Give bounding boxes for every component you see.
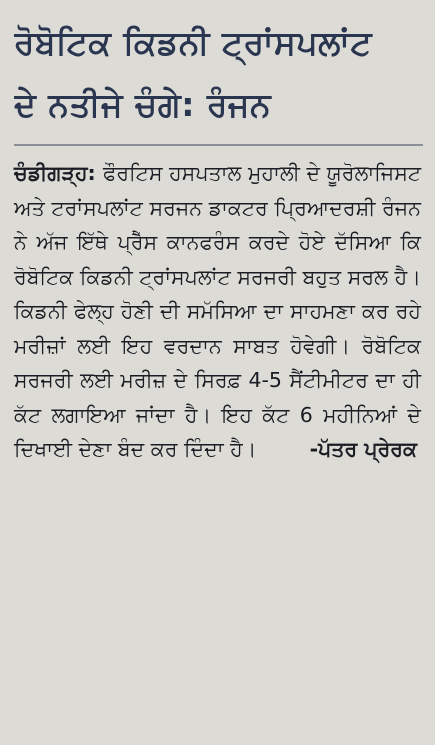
headline-line-2: ਦੇ ਨਤੀਜੇ ਚੰਗੇ: ਰੰਜਨ [14,85,272,124]
headline-divider [14,144,423,146]
dateline: ਚੰਡੀਗੜ੍ਹ: [14,161,103,185]
article-text: ਫੌਰਟਿਸ ਹਸਪਤਾਲ ਮੁਹਾਲੀ ਦੇ ਯੂਰੋਲਾਜਿਸਟ ਅਤੇ ਟਰਾਂਸਪਲਾਂਟ ਸਰਜਨ ਡਾਕਟਰ ਪ੍ਰਿਆਦਰਸ਼ੀ ਰੰਜਨ ਨੇ ਅੱਜ ਇੱਥੇ ਪ੍ਰੈੱਸ ਕਾਨਫਰੰਸ ਕਰਦੇ ਹੋਏ ਦੱਸਿਆ ਕਿ ਰੋਬੋਟਿਕ ਕਿਡਨੀ ਟ੍ਰਾਂਸਪਲਾਂਟ ਸਰਜਰੀ ਬਹੁਤ ਸਰਲ ਹੈ। ਕਿਡਨੀ ਫੇਲ੍ਹ ਹੋਣੀ ਦੀ ਸਮੱਸਿਆ ਦਾ ਸਾਹਮਣਾ ਕਰ ਰਹੇ ਮਰੀਜ਼ਾਂ ਲਈ ਇਹ ਵਰਦਾਨ ਸਾਬਤ ਹੋਵੇਗੀ। ਰੋਬੋਟਿਕ ਸਰਜਰੀ ਲਈ ਮਰੀਜ਼ ਦੇ ਸਿਰਫ਼ 4-5 ਸੈਂਟੀਮੀਟਰ ਦਾ ਹੀ ਕੱਟ ਲਗਾਇਆ ਜਾਂਦਾ ਹੈ। ਇਹ ਕੱਟ 6 ਮਹੀਨਿਆਂ ਦੇ ਦਿਖਾਈ ਦੇਣਾ ਬੰਦ ਕਰ ਦਿੰਦਾ ਹੈ। [14,161,421,461]
headline [14,12,423,136]
article-body [14,156,423,467]
headline-line-1: ਰੋਬੋਟਿਕ ਕਿਡਨੀ ਟ੍ਰਾਂਸਪਲਾਂਟ [14,23,372,62]
byline: -ਪੱਤਰ ਪ੍ਰੇਰਕ [309,437,417,461]
